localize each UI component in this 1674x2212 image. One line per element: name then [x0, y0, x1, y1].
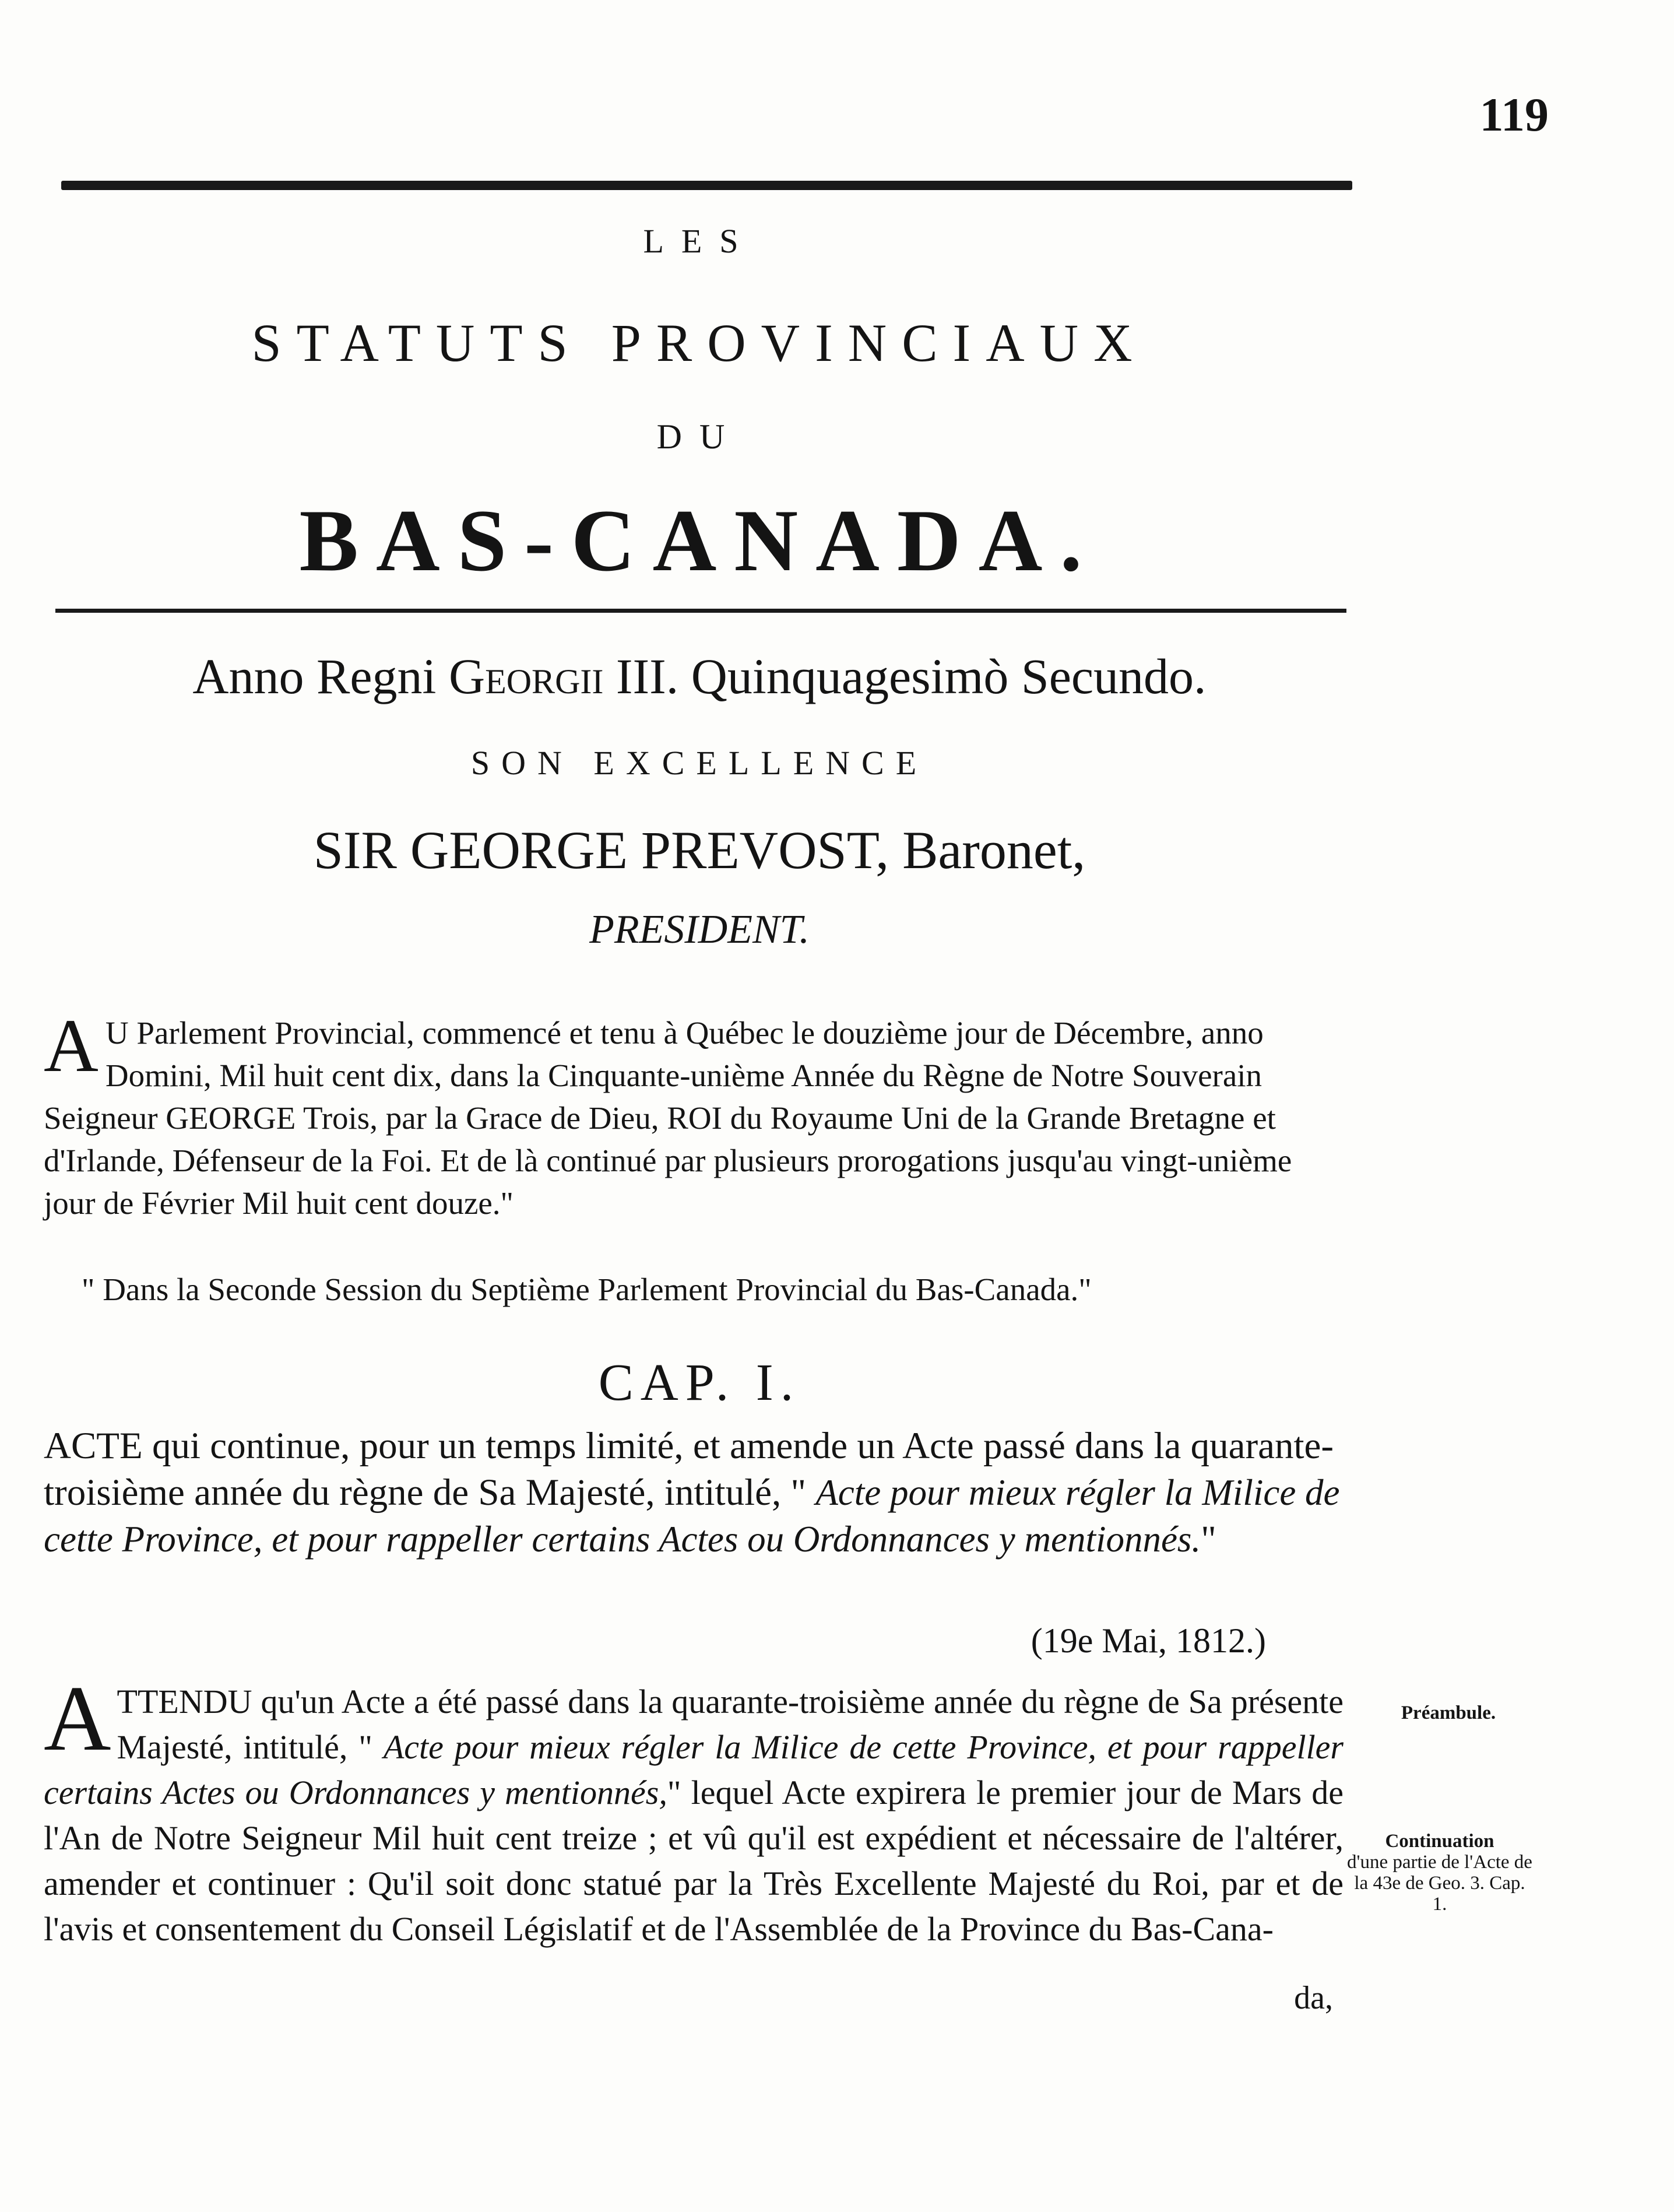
anno-prefix: Anno Regni — [192, 648, 449, 704]
quote-dropcap: A — [44, 1004, 99, 1088]
act-title-roman: ACTE qui continue, pour un temps limité, et amende un Acte passé dans la quarante-troisième année du règne de Sa Majesté, intitulé, " — [44, 1425, 1334, 1514]
margin-note-continuation-body: d'une partie de l'Acte de la 43e de Geo. 3. Cap. 1. — [1347, 1852, 1532, 1915]
body-italic: Acte pour mieux régler la Milice de cette Province, et pour rappeller certains Actes ou Ordonnances y mentionnés, — [44, 1728, 1344, 1811]
act-title — [44, 1423, 1344, 1563]
act-title-close: " — [1201, 1518, 1216, 1560]
preamble-body — [44, 1666, 1344, 1952]
margin-note-continuation-head: Continuation — [1385, 1831, 1494, 1852]
anno-suffix: III. Quinquagesimò Secundo. — [603, 648, 1207, 704]
son-excellence: SON EXCELLENCE — [470, 744, 929, 782]
heading-du: DU — [656, 417, 743, 456]
act-title-italic: Acte pour mieux régler la Milice de cette Province, et pour rappeller certains Actes ou Ordonnances y mentionnés. — [44, 1472, 1340, 1560]
president-title: PRESIDENT. — [589, 907, 810, 952]
catchword: da, — [1294, 1980, 1333, 2016]
margin-note-continuation — [1346, 1831, 1533, 1915]
margin-note-preambule: Préambule. — [1401, 1702, 1496, 1723]
body-dropcap: A — [44, 1666, 111, 1770]
middle-rule — [55, 609, 1346, 613]
heading-les: LES — [643, 222, 756, 260]
page-number: 119 — [1479, 88, 1549, 141]
quote-text: U Parlement Provincial, commencé et tenu à Québec le douzième jour de Décembre, anno Domini, Mil huit cent dix, dans la Cinquante-unième Année du Règne de Notre Souverain Seigneur GEORGE Trois, par la Grace de Dieu, ROI du Royaume Uni de la Grande Bretagne et d'Irlande, Défenseur de la Foi. Et de là continué par plusieurs prorogations jusqu'au vingt-unième jour de Février Mil huit cent douze." — [44, 1015, 1292, 1221]
body-part2: " lequel Acte expirera le premier jour de Mars de l'An de Notre Seigneur Mil huit cent treize ; et vû qu'il est expédient et nécessaire de l'altérer, amender et continuer : Qu'il soit donc statué par la Très Excellente Majesté du Roi, par et de l'avis et consentement du Conseil Législatif et de l'Assemblée de la Province du Bas-Cana- — [44, 1774, 1344, 1948]
parliament-quote — [44, 1004, 1344, 1224]
sir-george-prevost: SIR GEORGE PREVOST, Baronet, — [313, 820, 1086, 880]
anno-georgii: Georgii — [448, 648, 604, 704]
body-part1: TTENDU qu'un Acte a été passé dans la quarante-troisième année du règne de Sa présente Majesté, intitulé, " — [117, 1683, 1344, 1766]
act-date: (19e Mai, 1812.) — [1031, 1621, 1266, 1660]
chapter-heading: CAP. I. — [598, 1354, 801, 1412]
anno-regni-line — [0, 647, 1399, 705]
top-rule — [61, 181, 1352, 190]
heading-statuts: STATUTS PROVINCIAUX — [251, 313, 1148, 373]
session-line: " Dans la Seconde Session du Septième Parlement Provincial du Bas-Canada." — [82, 1272, 1092, 1307]
heading-bas-canada: BAS-CANADA. — [299, 491, 1100, 589]
